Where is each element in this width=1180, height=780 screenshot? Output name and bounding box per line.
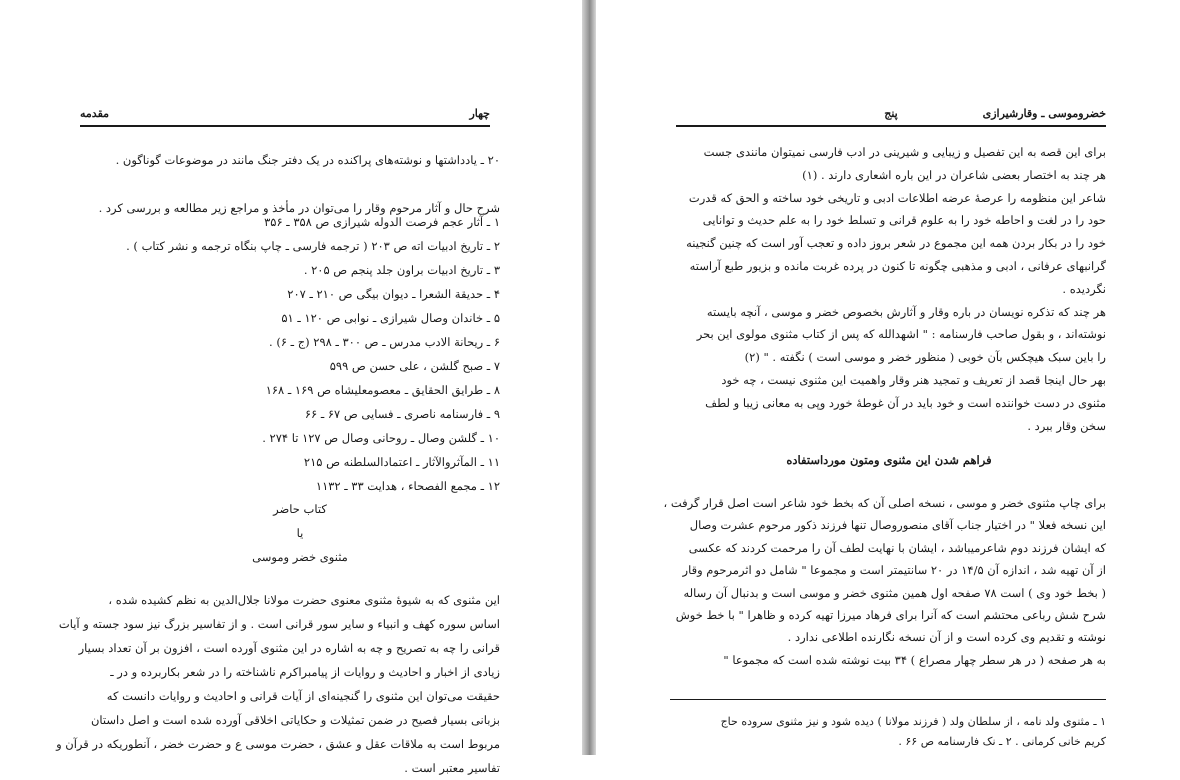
body-line: این نسخه فعلا " در اختیار جناب آقای منصوروصال تنها فرزند ذکور مرحوم عشرت وصال	[689, 518, 1106, 533]
body-line: اساس سوره کهف و انبیاء و سایر سور قرانی است . و از تفاسیر بزرگ نیز سود جسته و آیات	[58, 617, 500, 631]
left-page-header	[80, 103, 490, 127]
body-line: برای این قصه به این تفصیل و زیبایی و شیرینی در ادب فارسی نمیتوان مانندی جست	[703, 145, 1106, 159]
source-item: ۲ ـ تاریخ ادبیات اته ص ۲۰۳ ( ترجمه فارسی ـ چاپ بنگاه ترجمه و نشر کتاب ) .	[126, 239, 500, 253]
body-line: خود را در بکار بردن همه این مجموع در شعر بروز داده و تعجب آور است که چنین گنجینه	[686, 236, 1106, 251]
body-line: هر چند به اختصار بعضی شاعران در این باره اشعاری دارند . (۱)	[802, 167, 1106, 182]
footnote-divider	[670, 699, 1106, 700]
right-header-page-number: پنج	[884, 107, 898, 120]
source-item: ۸ ـ طرایق الحقایق ـ معصومعلیشاه ص ۱۶۹ ـ ۱۶۸	[265, 383, 500, 397]
source-item: ۱۲ ـ مجمع الفصحاء ، هدایت ۳۳ ـ ۱۱۳۲	[315, 479, 500, 493]
intro-line: شرح حال و آثار مرحوم وقار را می‌توان در مأخذ و مراجع زیر مطالعه و بررسی کرد .	[98, 201, 500, 215]
body-line: مثنوی در دست خواننده است و خود باید در آن غوطهٔ خورد وپی به معانی زیبا و لطف	[705, 395, 1106, 410]
left-header-title: مقدمه	[80, 107, 110, 120]
left-body-paragraph	[56, 588, 500, 780]
intro-line	[84, 172, 500, 196]
book-title-line: مثنوی خضر وموسی	[252, 550, 348, 564]
body-line: شاعر این منظومه را عرصهٔ عرضه اطلاعات ادبی و تاریخی خود ساخته و الحق که قدرت	[688, 190, 1106, 205]
right-page	[596, 0, 1180, 755]
body-line: ( بخط خود وی ) است ۷۸ صفحه اول همین مثنوی خضر و موسی است و بدنبال آن رساله	[683, 585, 1106, 600]
book-title-line: کتاب حاضر	[273, 502, 327, 516]
body-line: که ایشان فرزند دوم شاعرمیباشد ، ایشان با نهایت لطف آن را مرحمت کردند که عکسی	[688, 540, 1106, 555]
body-line: سخن وقار ببرد .	[1027, 418, 1106, 433]
body-line: برای چاپ مثنوی خضر و موسی ، نسخه اصلی آن که بخط خود شاعر است اصل قرار گرفت ،	[663, 496, 1106, 510]
source-item: ۶ ـ ریحانة الادب مدرس ـ ص ۳۰۰ ـ ۲۹۸ (ج ـ ۶) .	[269, 335, 500, 349]
footnote-line: کریم خانی کرمانی . ۲ ـ نک فارسنامه ص ۶۶ .	[898, 735, 1106, 748]
body-line: قرانی را چه به تصریح و چه به اشاره در این مثنوی آورده است ، افزون بر آن تعداد بسیار	[78, 641, 500, 655]
source-item: ۳ ـ تاریخ ادبیات براون جلد پنجم ص ۲۰۵ .	[303, 263, 500, 277]
right-header-title: خضروموسی ـ وقارشیرازی	[982, 107, 1106, 120]
body-line: بهر حال اینجا قصد از تعریف و تمجید هنر وقار واهمیت این مثنوی نیست ، چه خود	[721, 372, 1106, 387]
book-title-line: یا	[296, 526, 304, 540]
source-item: ۵ ـ خاندان وصال شیرازی ـ نوابی ص ۱۲۰ ـ ۵۱	[281, 311, 500, 325]
body-line: زیادی از اخبار و احادیث و روایات از پیامبراکرم ناشناخته را در شعر بکاربرده و در ـ	[110, 665, 500, 679]
body-line: از آن تهیه شد ، اندازه آن ۱۴/۵ در ۲۰ سانتیمتر است و مجموعا " شامل دو اثرمرحوم وقار	[682, 563, 1106, 578]
body-line: به هر صفحه ( در هر سطر چهار مصراع ) ۳۴ بیت نوشته شده است که مجموعا "	[723, 652, 1106, 667]
footnotes	[672, 712, 1106, 752]
sources-list	[84, 210, 500, 498]
body-line: نوشته‌اند ، و بقول صاحب فارسنامه : " اشهدالله که پس از کتاب مثنوی مولوی این بحر	[696, 327, 1106, 342]
book-title-block	[160, 497, 440, 569]
intro-line: ۲۰ ـ یادداشتها و نوشته‌های پراکنده در یک دفتر جنگ مانند در موضوعات گوناگون .	[115, 153, 500, 167]
body-line: بزبانی بسیار فصیح در ضمن تمثیلات و حکایاتی اخلاقی آورده شده است و اصل داستان	[90, 713, 500, 727]
body-line: گرانبهای عرفانی ، ادبی و مذهبی چگونه تا کنون در پرده غربت مانده و بزیور طبع آراسته	[689, 258, 1106, 273]
section-subtitle: فراهم شدن این مثنوی ومتون مورداستفاده	[786, 453, 992, 467]
source-item: ۴ ـ حدیقة الشعرا ـ دیوان بیگی ص ۲۱۰ ـ ۲۰۷	[287, 287, 500, 301]
right-page-header	[676, 103, 1106, 127]
source-item: ۱۱ ـ المآثروالآثار ـ اعتمادالسلطنه ص ۲۱۵	[303, 455, 500, 469]
body-line: هر چند که تذکره نویسان در باره وقار و آثارش بخصوص خضر و موسی ، آنچه بایسته	[706, 304, 1106, 319]
right-paragraph-1	[672, 141, 1106, 437]
body-line: این مثنوی که به شیوهٔ مثنوی معنوی حضرت مولانا جلال‌الدین به نظم کشیده شده ،	[108, 593, 500, 607]
body-line: نوشته و تقدیم وی کرده است و از آن نسخه نگارنده اطلاعی ندارد .	[787, 630, 1106, 645]
source-item: ۷ ـ صبح گلشن ، علی حسن ص ۵۹۹	[329, 359, 500, 373]
body-line: مربوط است به ملاقات عقل و عشق ، حضرت موسی ع و حضرت خضر ، آنطوریکه در قرآن و	[56, 737, 500, 751]
source-item: ۹ ـ فارسنامه ناصری ـ فسایی ص ۶۷ ـ ۶۶	[304, 407, 500, 421]
left-page	[0, 0, 582, 775]
body-line: نگردیده .	[1062, 281, 1106, 296]
source-item: ۱۰ ـ گلشن وصال ـ روحانی وصال ص ۱۲۷ تا ۲۷۴ .	[262, 431, 500, 445]
footnote-line: ۱ ـ مثنوی ولد نامه ، از سلطان ولد ( فرزند مولانا ) دیده شود و نیز مثنوی سروده‌ حاج	[720, 715, 1106, 728]
left-header-page-number: چهار	[469, 107, 490, 120]
right-paragraph-2	[663, 492, 1106, 671]
body-line: تفاسیر معتبر است .	[404, 761, 500, 775]
body-line: حقیقت می‌توان این مثنوی را گنجینه‌ای از آیات قرانی و احادیث و روایات دانست که	[106, 689, 500, 703]
body-line: شرح شش رباعی محتشم است که آنرا برای فرهاد میرزا تهیه کرده و ظاهرا " با خط خوش	[675, 607, 1106, 622]
book-gutter	[582, 0, 596, 755]
body-line: را باین سبک هیچکس بآن خوبی ( منظور خضر و موسی است ) نگفته . " (۲)	[744, 350, 1106, 365]
source-item: ۱ ـ آثار عجم فرصت الدوله شیرازی ص ۳۵۸ ـ ۳۵۶	[264, 215, 500, 229]
body-line: حود را در لغت و احاطه خود را به علوم قرانی و تسلط خود را به علم حدیث و توانایی	[702, 213, 1106, 228]
